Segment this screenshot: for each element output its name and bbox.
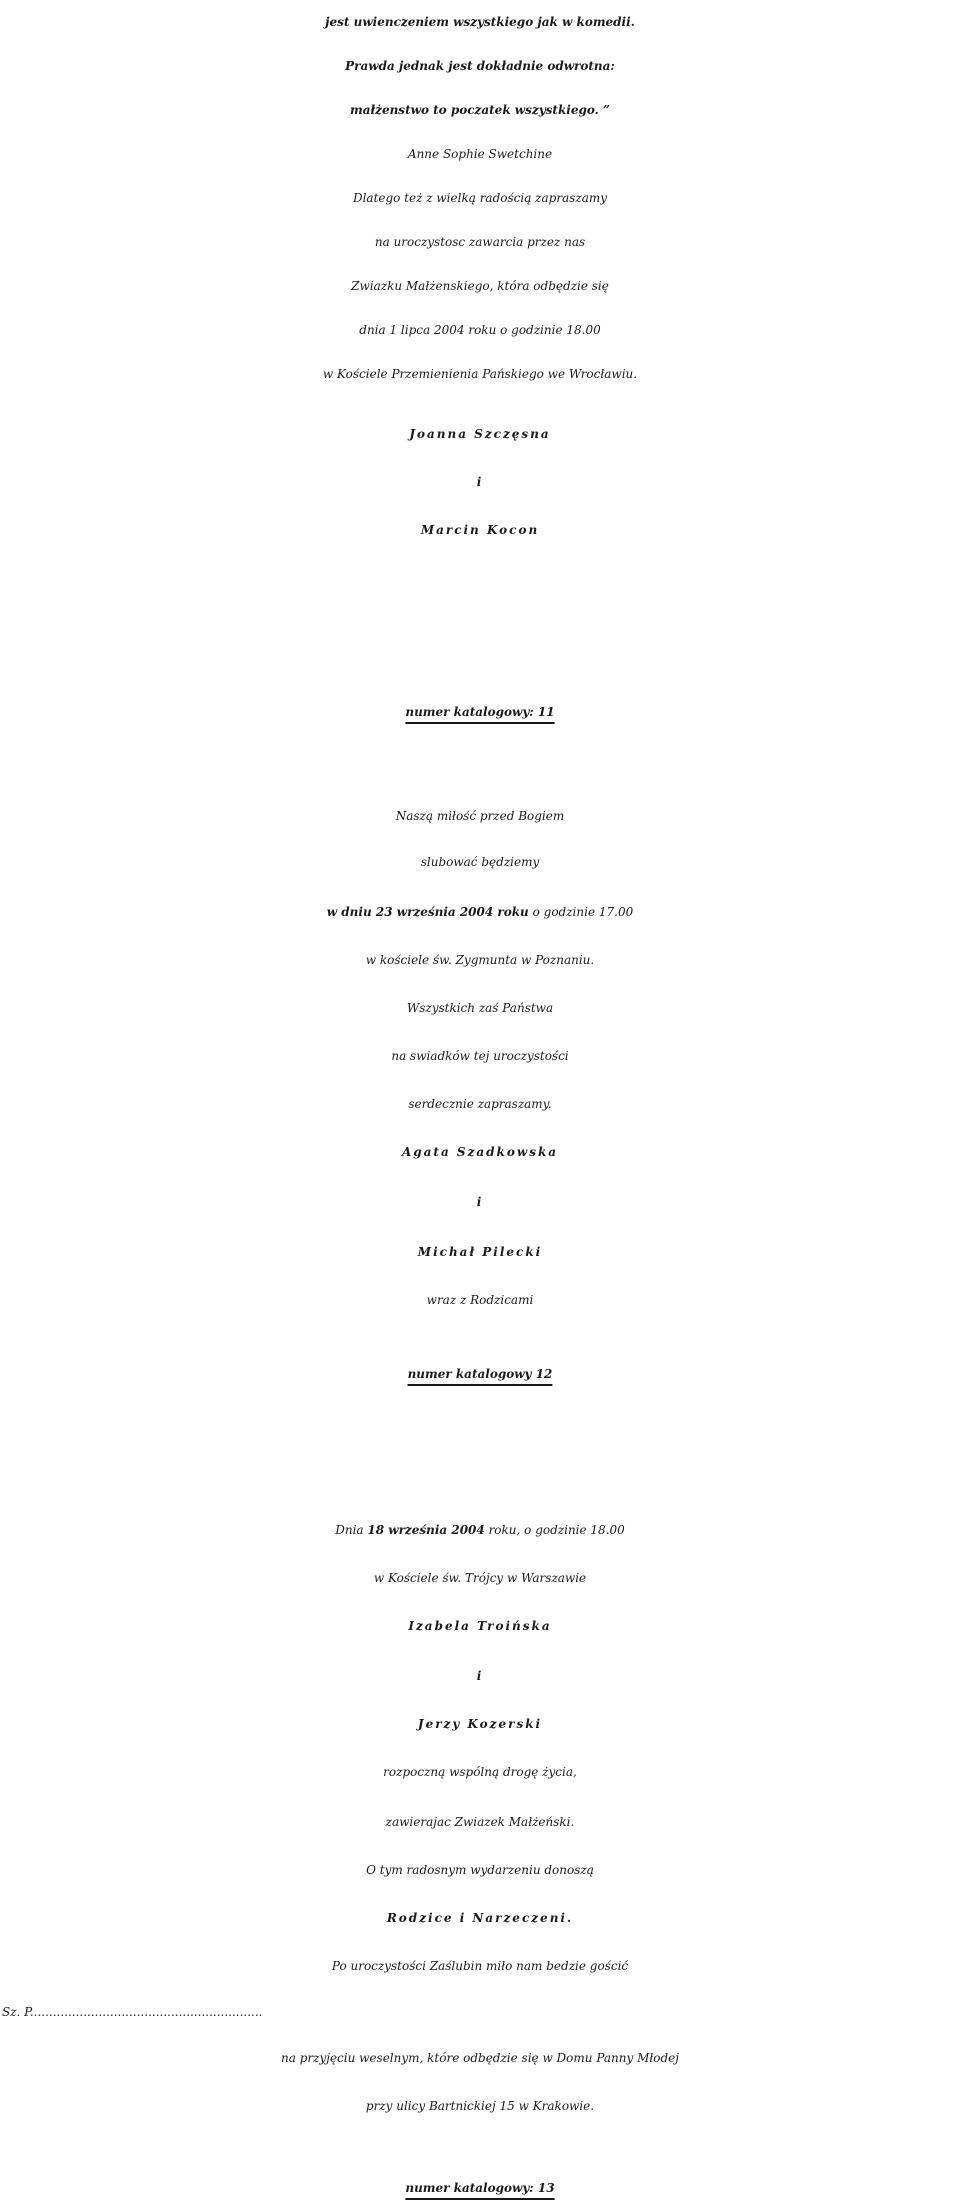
invite-venue: w Kościele Przemienienia Pańskiego we Wrocławiu. (322, 367, 638, 381)
b3-date-pre: Dnia (335, 1523, 368, 1537)
b2-date-line (0, 890, 960, 934)
b3-groom-name: Jerzy Kozerski (417, 1717, 543, 1731)
quote-line-3: małżenstwo to poczatek wszystkiego. ” (350, 103, 610, 117)
groom-name: Marcin Kocon (420, 523, 540, 537)
b2-with-parents: wraz z Rodzicami (426, 1293, 534, 1307)
bride-name: Joanna Szczęsna (409, 427, 551, 441)
b3-line-10: Po uroczystości Zaślubin miło nam bedzie gościć (331, 1959, 629, 1973)
b2-groom-name: Michał Pilecki (417, 1245, 543, 1259)
b3-line-13: przy ulicy Bartnickiej 15 w Krakowie. (365, 2099, 595, 2113)
b2-conjunction: i (476, 1195, 484, 1209)
b3-bride-name: Izabela Troińska (408, 1619, 552, 1633)
invite-line-2: na uroczystosc zawarcia przez nas (374, 235, 586, 249)
catalog-number-12: numer katalogowy 12 (407, 1367, 553, 1381)
quote-line-2: Prawda jednak jest dokładnie odwrotna: (345, 59, 615, 73)
invite-date: dnia 1 lipca 2004 roku o godzinie 18.00 (359, 323, 601, 337)
b3-guest-blank: Sz. P............................................................. (2, 2005, 263, 2019)
catalog-number-13: numer katalogowy: 13 (405, 2181, 555, 2195)
b3-line-7: zawierajac Zwiazek Małżeński. (385, 1815, 575, 1829)
b2-line-1: Naszą miłość przed Bogiem (395, 809, 565, 823)
b3-line-6: rozpoczną wspólną drogę życia, (383, 1765, 577, 1779)
b2-line-7: serdecznie zapraszamy. (408, 1097, 552, 1111)
b2-date-rest: o godzinie 17.00 (528, 905, 634, 919)
b3-date-rest: roku, o godzinie 18.00 (484, 1523, 625, 1537)
b2-date-bold: w dniu 23 września 2004 roku (326, 905, 529, 919)
quote-author: Anne Sophie Swetchine (407, 147, 553, 161)
b3-conjunction: i (476, 1669, 484, 1683)
invite-line-1: Dlatego też z wielką radością zapraszamy (352, 191, 608, 205)
catalog-number-11: numer katalogowy: 11 (405, 705, 555, 719)
quote-line-1: jest uwienczeniem wszystkiego jak w komedii. (325, 15, 635, 29)
b3-date-line (0, 1508, 960, 1552)
b3-venue: w Kościele św. Trójcy w Warszawie (373, 1571, 587, 1585)
conjunction: i (476, 475, 484, 489)
b3-line-12: na przyjęciu weselnym, które odbędzie się w Domu Panny Młodej (281, 2051, 679, 2065)
b2-line-5: Wszystkich zaś Państwa (406, 1001, 554, 1015)
b2-line-2: slubować będziemy (420, 855, 540, 869)
b2-line-6: na swiadków tej uroczystości (391, 1049, 569, 1063)
b3-date-bold: 18 września 2004 (367, 1523, 485, 1537)
b3-line-8: O tym radosnym wydarzeniu donoszą (366, 1863, 594, 1877)
invite-line-3: Zwiazku Małżenskiego, która odbędzie się (351, 279, 609, 293)
b2-bride-name: Agata Szadkowska (401, 1145, 559, 1159)
b3-signoff: Rodzice i Narzeczeni. (386, 1911, 574, 1925)
b2-venue: w kościele św. Zygmunta w Poznaniu. (365, 953, 595, 967)
